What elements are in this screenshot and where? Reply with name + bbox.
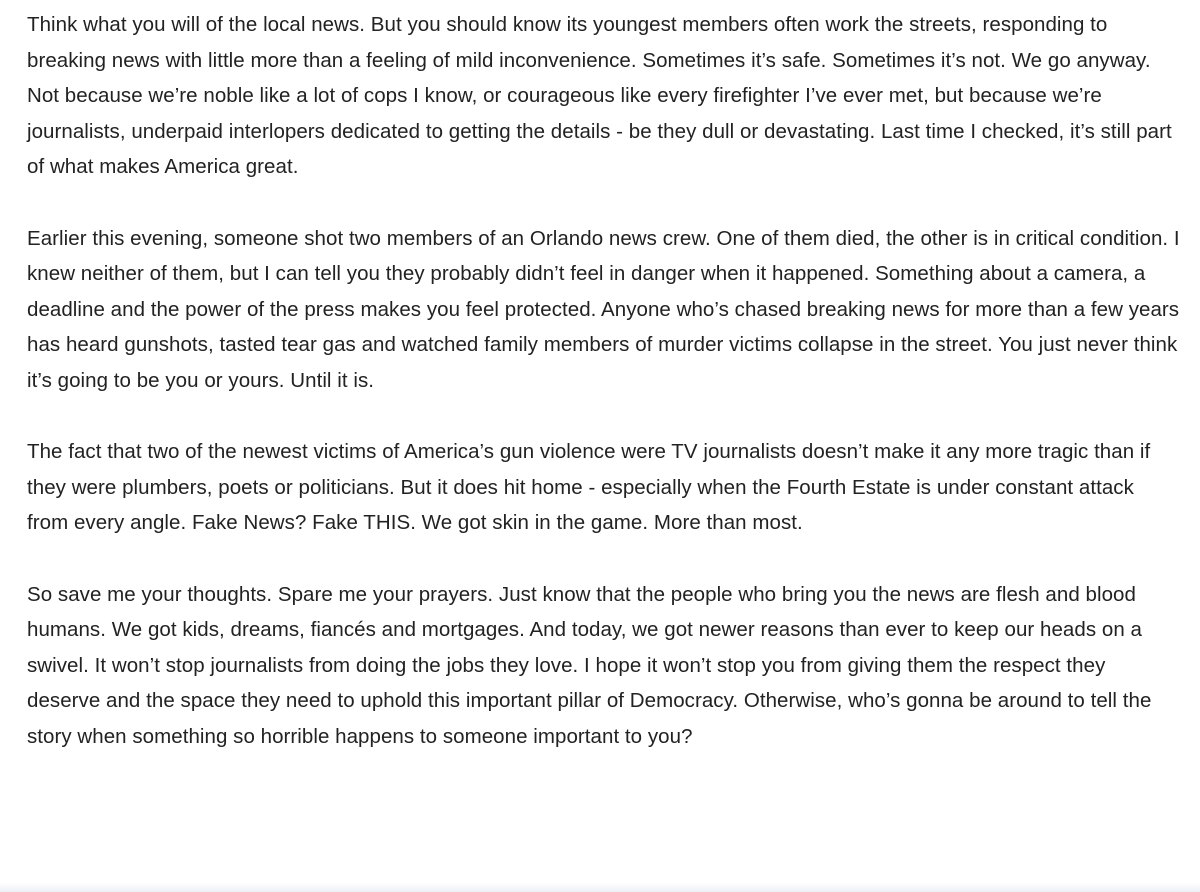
bottom-edge-shadow [0,883,1200,892]
paragraph-1: Think what you will of the local news. But you should know its youngest members often work the streets, responding to breaking news with little more than a feeling of mild inconvenience. Sometimes it’s safe. Sometimes it’s not. We go anyway. Not because we’re noble like a lot of cops I know, or courageous like every firefighter I’ve ever met, but because we’re journalists, underpaid interlopers dedicated to getting the details - be they dull or devastating. Last time I checked, it’s still part of what makes America great. [27,13,1172,179]
paragraph-4: So save me your thoughts. Spare me your prayers. Just know that the people who bring you the news are flesh and blood humans. We got kids, dreams, fiancés and mortgages. And today, we got newer reasons than ever to keep our heads on a swivel. It won’t stop journalists from doing the jobs they love. I hope it won’t stop you from giving them the respect they deserve and the space they need to uphold this important pillar of Democracy. Otherwise, who’s gonna be around to tell the story when something so horrible happens to someone important to you? [27,582,1152,748]
paragraph-3: The fact that two of the newest victims of America’s gun violence were TV journalists doesn’t make it any more tragic than if they were plumbers, poets or politicians. But it does hit home - especially when the Fourth Estate is under constant attack from every angle. Fake News? Fake THIS. We got skin in the game. More than most. [27,440,1151,535]
paragraph-2: Earlier this evening, someone shot two members of an Orlando news crew. One of them died, the other is in critical condition. I knew neither of them, but I can tell you they probably didn’t feel in danger when it happened. Something about a camera, a deadline and the power of the press makes you feel protected. Anyone who’s chased breaking news for more than a few years has heard gunshots, tasted tear gas and watched family members of murder victims collapse in the street. You just never think it’s going to be you or yours. Until it is. [27,226,1180,392]
